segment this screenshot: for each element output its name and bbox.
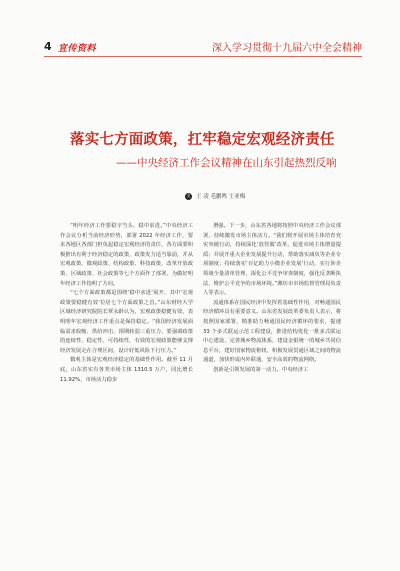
- paragraph: “七个方面政策都是围绕‘稳中求进’展开，其中‘宏观政策要稳健有效’位居七个方面政策之首。”山东财经大学区域经济研究院院长覃永龄认为，宏观政策稳健有效，表明明年宏观经济工作重点是保持稳定。“我国经济发展面临需求收缩、供给冲击、预期转弱三重压力，要强调政策的连续性、稳定性、可持续性，有效的宏观政策能够支撑经济发展走在合理区间，设计好低风险下行压力。”: [60, 290, 193, 354]
- brand-logo: 宣传资料: [58, 44, 97, 54]
- section-header: 深入学习贯彻十九届六中全会精神: [212, 43, 362, 54]
- column-right: [203, 222, 341, 376]
- header-rule: [44, 56, 362, 57]
- paragraph: 微观主体是宏观经济稳定的基础性作用。截至 11 月底，山东省实有各类市场主体 1310.5 万户，同比增长 11.92%，市场活力稳步: [60, 357, 193, 383]
- byline: [185, 192, 245, 200]
- paragraph: “明年经济工作要稳字当头、稳中求进。”中央经济工作会议分析当前经济形势，部署 2022 年经济工作，要求各地区各部门担负起稳定宏观经济的责任，各方面要积极推出有利于经济稳定的政策，政策发力适当靠前，并从宏观政策、微观政策、结构政策、科技政策、改革开放政策、区域政策、社会政策等七个方面作了部署，为做好明年经济工作指明了方向。: [60, 223, 193, 287]
- paragraph: 增强。下一步，山东省各地将按照中央经济工作会议部署，持续激发市场主体活力。“我们将开展市场主体培育充实突破行动，持续深化‘放管服’改革，促进市场主体增量提质；并展开重大企业发展提升行动，帮助落实减负等企业专项制度；持续落实‘百亿助力小微企业发展’行动，实行涉企领域全量清单管理，深化公平竞争审查制度，强化反垄断执法，维护公平竞争的市场环境。”潍坊市市场监督管理局负责人等表示。: [203, 223, 341, 297]
- page-number: 4: [44, 40, 52, 53]
- byline-mark: 文: [186, 194, 191, 199]
- byline-authors: 王 凌 毛鹏鸣 王亚梅: [196, 194, 246, 200]
- paragraph: 流通体系在国民经济中发挥着基础性作用，对畅通国民经济循环具有重要意义。山东省发展改革委负责人表示，将按照国家部署，精准助力畅通国民经济循环的要求，提速 33 个多式联运示范工程建设，推进结构优化一批多式联运中心建设，完善城乡物流体系，建设金银统一的城乡共同信息平台，建好国家物流枢纽，积极发展贯通区域之间的物流通道，加快形成内外联通、安全高效的物流网络。: [203, 299, 341, 364]
- article-subtitle: ——中央经济工作会议精神在山东引起热烈反响: [116, 157, 337, 169]
- column-left: [60, 222, 193, 385]
- article-title: 落实七方面政策，扛牢稳定宏观经济责任: [70, 132, 335, 148]
- paragraph: 创新是引领发展的第一动力。中央经济工: [213, 366, 309, 373]
